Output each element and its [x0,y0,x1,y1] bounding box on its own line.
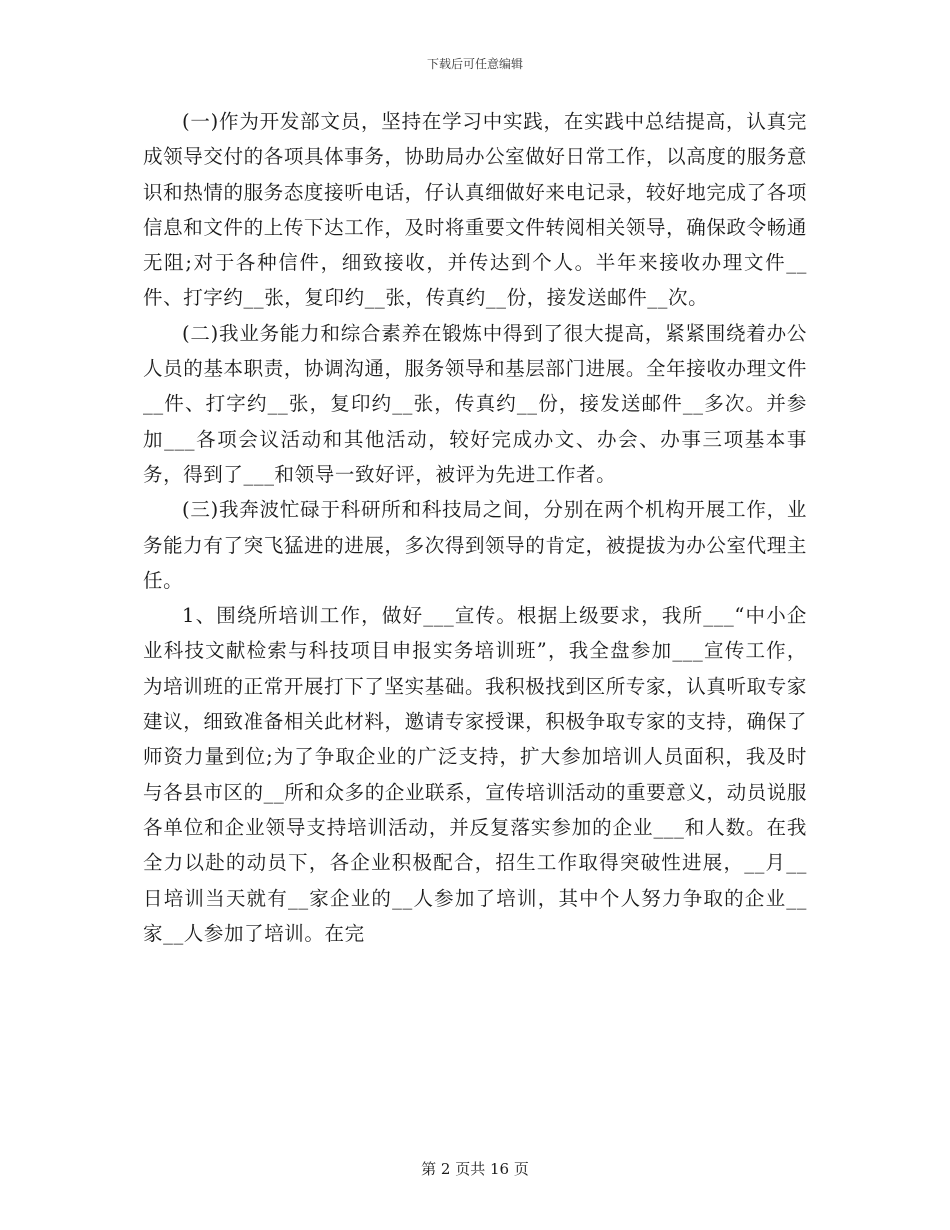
page-footer: 第 2 页共 16 页 [421,1160,529,1178]
paragraph-4: 1、围绕所培训工作，做好___宣传。根据上级要求，我所___“中小企业科技文献检索与科技项目申报实务培训班”，我全盘参加___宣传工作，为培训班的正常开展打下了坚实基础。我积极找到区所专家，认真听取专家建议，细致准备相关此材料，邀请专家授课，积极争取专家的支持，确保了师资力量到位;为了争取企业的广泛支持，扩大参加培训人员面积，我及时与各县市区的__所和众多的企业联系，宣传培训活动的重要意义，动员说服各单位和企业领导支持培训活动，并反复落实参加的企业___和人数。在我全力以赴的动员下，各企业积极配合，招生工作取得突破性进展，__月__日培训当天就有__家企业的__人参加了培训，其中个人努力争取的企业__家__人参加了培训。在完 [143,604,807,945]
paragraph-1: (一)作为开发部文员，坚持在学习中实践，在实践中总结提高，认真完成领导交付的各项具体事务，协助局办公室做好日常工作，以高度的服务意识和热情的服务态度接听电话，仔认真细做好来电记录，较好地完成了各项信息和文件的上传下达工作，及时将重要文件转阅相关领导，确保政令畅通无阻;对于各种信件，细致接收，并传达到个人。半年来接收办理文件__件、打字约__张，复印约__张，传真约__份，接发送邮件__次。 [143,110,807,310]
paragraph-3: (三)我奔波忙碌于科研所和科技局之间，分别在两个机构开展工作，业务能力有了突飞猛进的进展，多次得到领导的肯定，被提拔为办公室代理主任。 [143,498,807,592]
paragraph-2: (二)我业务能力和综合素养在锻炼中得到了很大提高，紧紧围绕着办公人员的基本职责，协调沟通，服务领导和基层部门进展。全年接收办理文件__件、打字约__张，复印约__张，传真约__份，接发送邮件__多次。并参加___各项会议活动和其他活动，较好完成办文、办会、办事三项基本事务，得到了___和领导一致好评，被评为先进工作者。 [143,321,807,486]
page-header: 下载后可任意编辑 [426,57,523,71]
document-body [143,104,807,951]
